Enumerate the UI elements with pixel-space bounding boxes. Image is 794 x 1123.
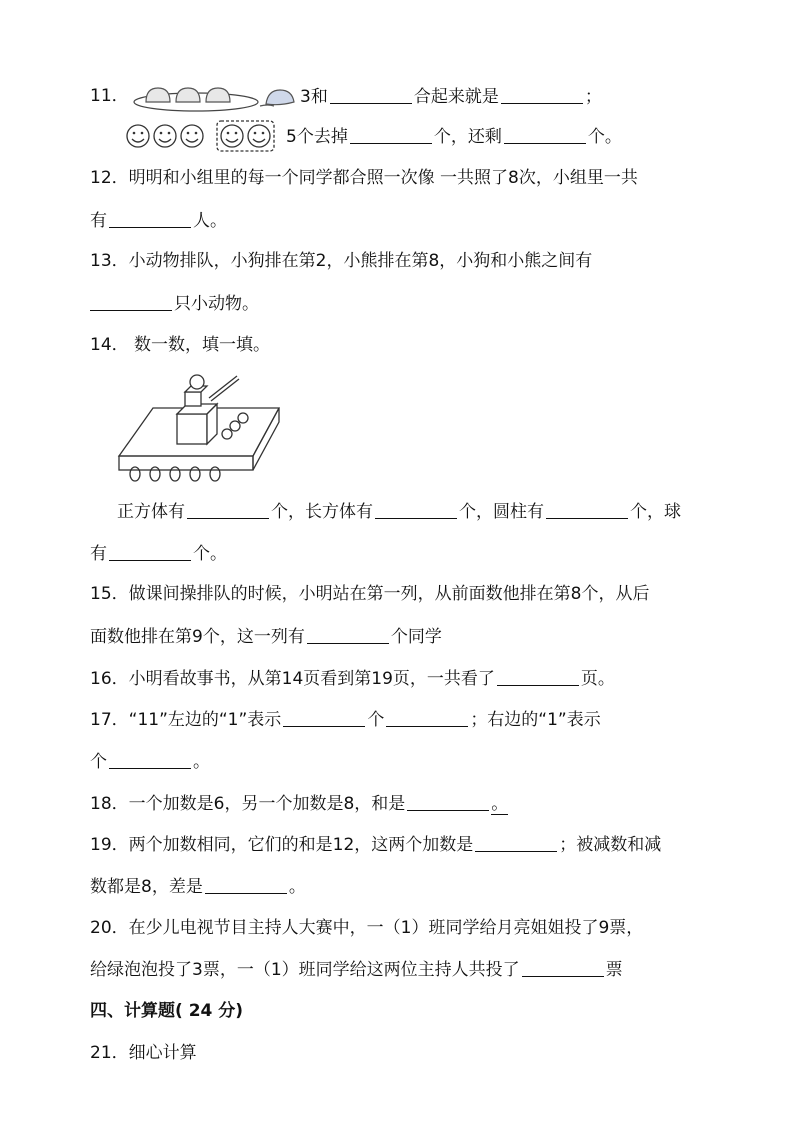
q11-blank-3[interactable] <box>350 125 432 144</box>
q11-text-e: 个，还剩 <box>433 127 502 147</box>
q11-text-b: 合起来就是 <box>413 87 499 107</box>
q11-text-c: ； <box>584 87 602 107</box>
q15-text-b: 个同学 <box>390 627 442 647</box>
q12-line1: 12．明明和小组里的每一个同学都合照一次像 一共照了8次，小组里一共 <box>90 168 638 188</box>
q14-text-c: 个，圆柱有 <box>459 502 544 522</box>
q15-line1: 15．做课间操排队的时候，小明站在第一列，从前面数他排在第8个，从后 <box>90 584 650 604</box>
q12-text-a: 有 <box>90 211 107 231</box>
q15-line2 <box>90 625 442 648</box>
q12-line2 <box>90 209 227 232</box>
q17-blank-1[interactable] <box>283 708 365 727</box>
q19-line2 <box>90 875 306 898</box>
q19-blank-2[interactable] <box>205 875 287 894</box>
q12-blank[interactable] <box>109 209 191 228</box>
q11-blank-2[interactable] <box>501 85 583 104</box>
q20-text-b: 票 <box>605 960 623 980</box>
q17-text-b: 个 <box>367 710 385 730</box>
q11-number: 11． <box>90 86 129 106</box>
q18-text-b: 。 <box>491 794 509 814</box>
q16-text-b: 页。 <box>580 669 615 689</box>
q14-text-f: 个。 <box>193 544 227 564</box>
q18-line <box>90 792 508 815</box>
q20-line2 <box>90 958 623 981</box>
q11-text-f: 个。 <box>587 127 622 147</box>
q14-line1 <box>117 500 681 523</box>
q11-blank-1[interactable] <box>330 85 412 104</box>
q14-text-a: 正方体有 <box>117 502 185 522</box>
q14-blank-1[interactable] <box>187 500 269 519</box>
q11-blank-4[interactable] <box>504 125 586 144</box>
q16-blank[interactable] <box>497 667 579 686</box>
q13-blank[interactable] <box>90 292 172 311</box>
q19-text-a: 19．两个加数相同，它们的和是12，这两个加数是 <box>90 835 474 855</box>
q13-line1: 13．小动物排队，小狗排在第2，小熊排在第8，小狗和小熊之间有 <box>90 251 593 271</box>
q17-blank-2[interactable] <box>386 708 468 727</box>
q11-line1 <box>90 85 129 107</box>
q11-line1-text <box>300 85 602 108</box>
q17-text-d: 个 <box>90 752 107 772</box>
q15-text-a: 面数他排在第9个，这一列有 <box>90 627 305 647</box>
q19-text-b: ；被减数和减 <box>559 835 662 855</box>
q17-text-e: 。 <box>193 752 210 772</box>
q14-title: 14． 数一数，填一填。 <box>90 335 271 355</box>
q12-text-b: 人。 <box>193 211 227 231</box>
q17-line1 <box>90 708 601 731</box>
q20-text-a: 给绿泡泡投了3票，一（1）班同学给这两位主持人共投了 <box>90 960 520 980</box>
q20-line1: 20．在少儿电视节目主持人大赛中，一（1）班同学给月亮姐姐投了9票， <box>90 918 644 938</box>
section-4-heading: 四、计算题( 24 分) <box>90 1001 244 1021</box>
q18-blank[interactable] <box>407 792 489 811</box>
hats-illustration <box>128 80 328 114</box>
q14-text-d: 个，球 <box>630 502 681 522</box>
q13-line2 <box>90 292 259 315</box>
q18-text-a: 18．一个加数是6，另一个加数是8，和是 <box>90 794 406 814</box>
q15-blank[interactable] <box>307 625 389 644</box>
q16-line <box>90 667 615 690</box>
smileys-illustration <box>122 118 282 154</box>
q14-text-b: 个，长方体有 <box>271 502 373 522</box>
q14-text-e: 有 <box>90 544 107 564</box>
q14-blank-3[interactable] <box>546 500 628 519</box>
q19-line1 <box>90 833 661 856</box>
q17-blank-3[interactable] <box>109 750 191 769</box>
q11-text-d: 5个去掉 <box>286 127 348 147</box>
q19-blank-1[interactable] <box>475 833 557 852</box>
q17-text-c: ；右边的“1”表示 <box>470 710 601 730</box>
q19-text-d: 。 <box>288 877 306 897</box>
q17-text-a: 17．“11”左边的“1”表示 <box>90 710 282 730</box>
tank-illustration <box>115 368 285 488</box>
q11-text-a: 3和 <box>300 87 328 107</box>
q20-blank[interactable] <box>522 958 604 977</box>
q14-blank-4[interactable] <box>109 542 191 561</box>
q16-text-a: 16．小明看故事书，从第14页看到第19页，一共看了 <box>90 669 495 689</box>
q19-text-c: 数都是8，差是 <box>90 877 203 897</box>
q17-line2 <box>90 750 210 773</box>
q21-title: 21．细心计算 <box>90 1043 197 1063</box>
q13-text-b: 只小动物。 <box>174 294 259 314</box>
q11-line2-text <box>286 125 622 148</box>
q14-line2 <box>90 542 227 565</box>
q14-blank-2[interactable] <box>375 500 457 519</box>
